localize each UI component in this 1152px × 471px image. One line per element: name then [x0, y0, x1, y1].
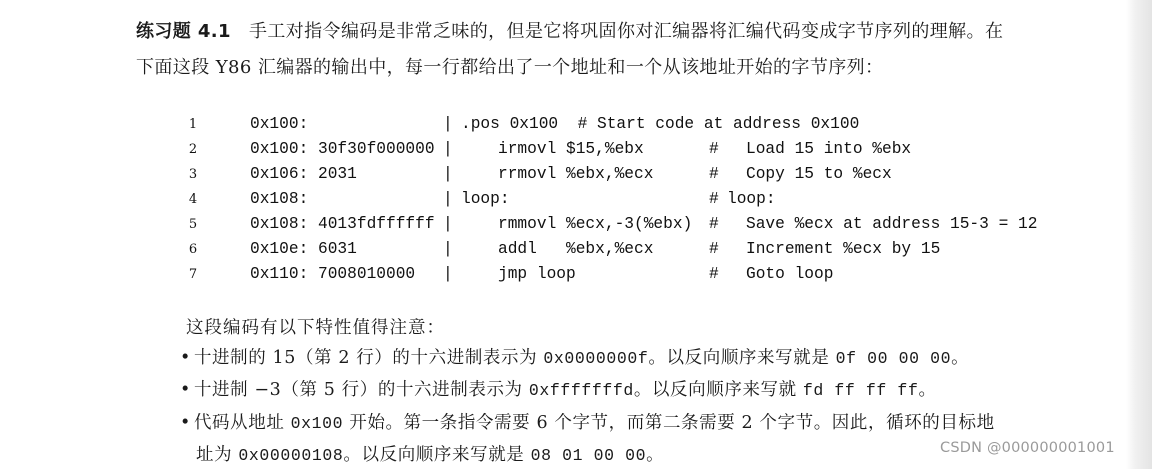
- exercise-label: 练习题 4.1: [136, 21, 231, 42]
- note-text: 。: [646, 445, 665, 465]
- bullet-marker: •: [180, 348, 191, 368]
- comment-hash: #: [709, 215, 719, 233]
- bullet-marker: •: [180, 380, 191, 400]
- note-bullet-1: [180, 343, 1130, 374]
- listing-row: [0, 237, 1100, 262]
- separator-bar: |: [443, 140, 453, 158]
- instruction: .pos 0x100 # Start code at address 0x100: [461, 115, 860, 133]
- separator-bar: |: [443, 115, 453, 133]
- csdn-watermark: CSDN @000000001001: [940, 440, 1115, 456]
- exercise-paragraph-line-2: [136, 52, 1126, 84]
- exercise-text-1: 手工对指令编码是非常乏味的，但是它将巩固你对汇编器将汇编代码变成字节序列的理解。在: [248, 21, 1004, 42]
- note-text: 。: [951, 348, 970, 368]
- listing-row: [0, 262, 1100, 287]
- comment-hash: #: [709, 190, 719, 208]
- instruction: jmp loop: [498, 265, 576, 283]
- note-bullet-2: [180, 375, 1130, 406]
- byte-sequence: 08 01 00 00: [530, 446, 647, 465]
- address-bytes: 0x110: 7008010000: [250, 265, 416, 283]
- note-text: 。以反向顺序来写就: [633, 380, 803, 400]
- instruction: addl %ebx,%ecx: [498, 240, 654, 258]
- comment-hash: #: [709, 165, 719, 183]
- byte-sequence: 0f 00 00 00: [835, 349, 952, 368]
- note-text: 代码从地址: [193, 413, 291, 433]
- address-bytes: 0x100: 30f30f000000: [250, 140, 435, 158]
- note-text: 。以反向顺序来写就是: [343, 445, 531, 465]
- instruction: rrmovl %ebx,%ecx: [498, 165, 654, 183]
- comment: Load 15 into %ebx: [746, 140, 912, 158]
- line-number: 6: [188, 242, 198, 257]
- bullet-marker: •: [180, 413, 191, 433]
- note-text: 址为: [196, 445, 239, 465]
- address-value: 0x00000108: [238, 446, 344, 465]
- separator-bar: |: [443, 190, 453, 208]
- comment-hash: #: [709, 240, 719, 258]
- comment: Increment %ecx by 15: [746, 240, 941, 258]
- note-text: 。: [918, 380, 937, 400]
- note-bullet-3: [180, 408, 1130, 439]
- comment: loop:: [727, 190, 776, 208]
- listing-row: [0, 162, 1100, 187]
- notes-intro: 这段编码有以下特性值得注意：: [186, 318, 445, 338]
- line-number: 3: [188, 167, 198, 182]
- address-bytes: 0x100:: [250, 115, 309, 133]
- separator-bar: |: [443, 265, 453, 283]
- address-bytes: 0x10e: 6031: [250, 240, 357, 258]
- line-number: 2: [188, 142, 198, 157]
- exercise-paragraph-line-1: [136, 16, 1126, 48]
- line-number: 5: [188, 217, 198, 232]
- comment-hash: #: [709, 140, 719, 158]
- comment-hash: #: [709, 265, 719, 283]
- exercise-text-2: 下面这段 Y86 汇编器的输出中，每一行都给出了一个地址和一个从该地址开始的字节序列：: [136, 57, 884, 78]
- address-bytes: 0x106: 2031: [250, 165, 357, 183]
- byte-sequence: fd ff ff ff: [802, 381, 919, 400]
- listing-row: [0, 212, 1100, 237]
- hex-value: 0x0000000f: [543, 349, 649, 368]
- listing-row: [0, 137, 1100, 162]
- line-number: 1: [188, 117, 198, 132]
- line-number: 7: [188, 267, 198, 282]
- note-text: 开始。第一条指令需要 6 个字节，而第二条需要 2 个字节。因此，循环的目标地: [343, 413, 995, 433]
- listing-row: [0, 187, 1100, 212]
- line-number: 4: [188, 192, 198, 207]
- hex-value: 0xfffffffd: [528, 381, 634, 400]
- comment: Copy 15 to %ecx: [746, 165, 892, 183]
- separator-bar: |: [443, 215, 453, 233]
- note-text: 十进制 −3（第 5 行）的十六进制表示为: [193, 380, 529, 400]
- comment: Save %ecx at address 15-3 = 12: [746, 215, 1038, 233]
- comment: Goto loop: [746, 265, 834, 283]
- address-value: 0x100: [290, 414, 344, 433]
- separator-bar: |: [443, 240, 453, 258]
- note-text: 十进制的 15（第 2 行）的十六进制表示为: [193, 348, 544, 368]
- instruction: irmovl $15,%ebx: [498, 140, 644, 158]
- instruction: loop:: [461, 190, 510, 208]
- address-bytes: 0x108: 4013fdffffff: [250, 215, 435, 233]
- note-text: 。以反向顺序来写就是: [648, 348, 836, 368]
- address-bytes: 0x108:: [250, 190, 309, 208]
- instruction: rmmovl %ecx,-3(%ebx): [498, 215, 693, 233]
- listing-row: [0, 112, 1100, 137]
- separator-bar: |: [443, 165, 453, 183]
